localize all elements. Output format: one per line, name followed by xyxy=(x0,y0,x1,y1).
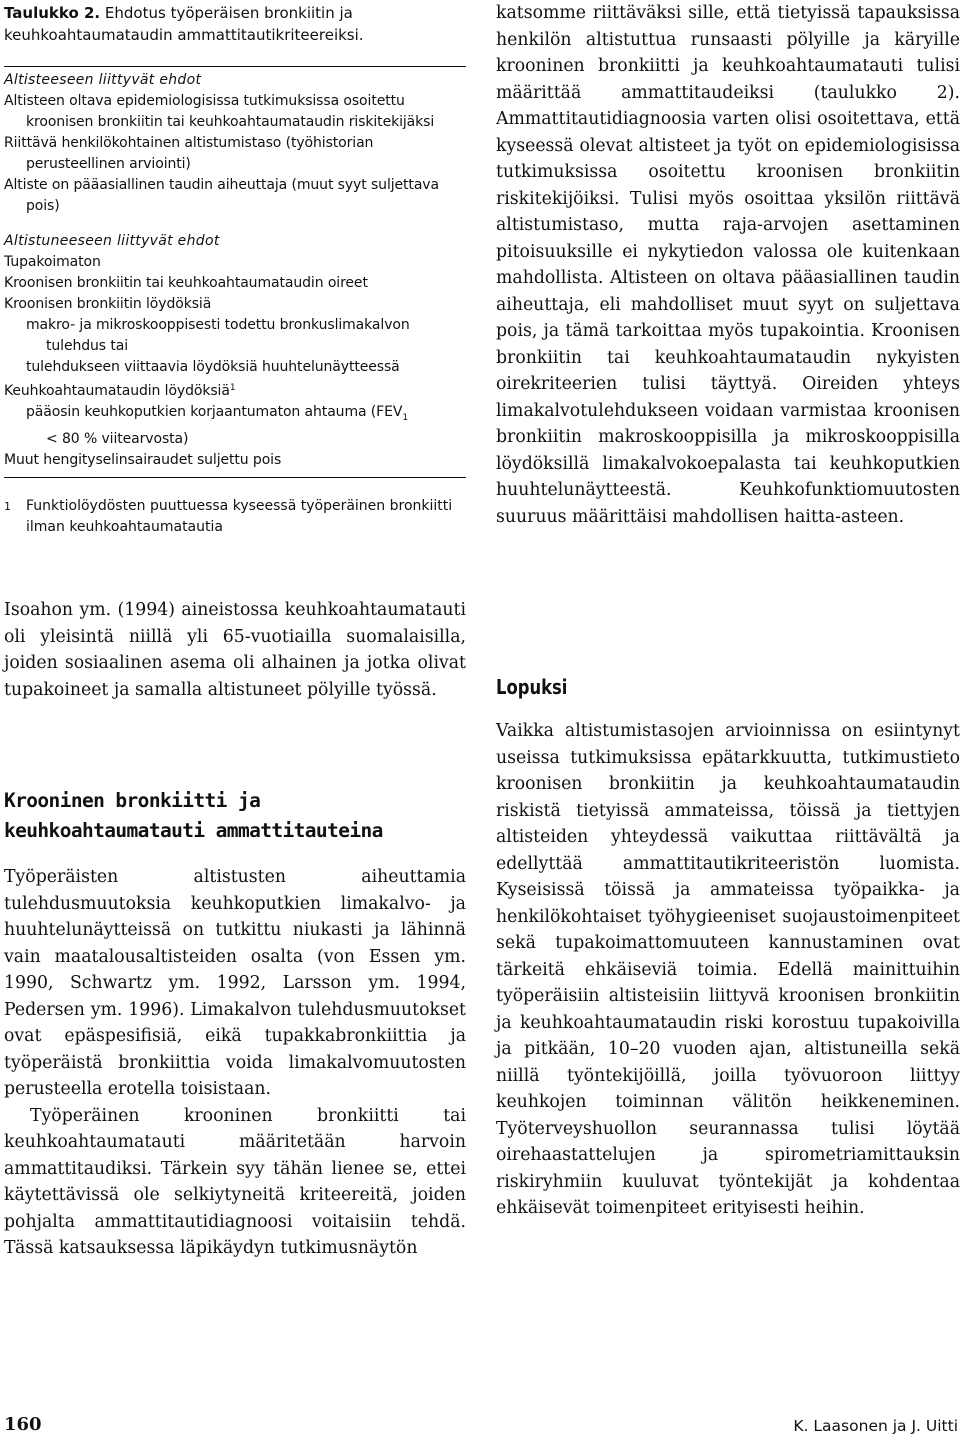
table-subitem xyxy=(4,402,466,429)
paragraph-text: Vaikka altistumistasojen arvioinnissa on esiintynyt useissa tutkimuksissa epätarkkuutta, tutkimustieto kroonisen bronkiitin ja keuhkoahtaumataudin riskistä tietyissä ammateissa, töissä ja tiettyjen altisteiden yhteydessä vaikuttaa riittävältä ja edellyttää ammattitautikriteeristön luomista. Kyseisissä töissä ja ammateissa työpaikka- ja henkilökohtaiset työhygieeniset suojaustoimenpiteet sekä tupakoimattomuuteen kannustaminen ovat tärkeitä ehkäiseviä toimia. Edellä mainittuihin työperäisiin altisteisiin liittyvä kroonisen bronkiitin ja keuhkoahtaumataudin riski korostuu tupakoivilla ja pitkään, 10–20 vuoden ajan, altistuneilla sekä niillä työntekijöillä, joilla työvuoroon liittyy keuhkojen toiminnan välitön heikkeneminen. Työterveyshuollon seurannassa tulisi löytää oirehaastattelujen ja spirometriamittauksin riskiryhmiin kuuluvat työntekijät ja kohdentaa ehkäisevät toimenpiteet erityisesti heihin. xyxy=(496,721,960,1218)
table-subitem: tulehdukseen viittaavia löydöksiä huuhtelunäytteessä xyxy=(26,359,400,375)
table-subitem: makro- ja mikroskooppisesti todettu bronkuslimakalvon tulehdus tai xyxy=(26,317,410,354)
table-caption-text: Ehdotus työperäisen bronkiitin ja keuhkoahtaumataudin ammattitautikriteereiksi. xyxy=(4,4,364,44)
table-item: Kroonisen bronkiitin löydöksiä xyxy=(4,296,212,312)
table-top-rule xyxy=(4,66,466,67)
table-section-heading-exposed: Altistuneeseen liittyvät ehdot xyxy=(4,233,220,249)
section-heading-conclusion: Lopuksi xyxy=(496,675,568,699)
paragraphs-occupational xyxy=(4,864,466,1262)
table-subitem-continuation: < 80 % viitearvosta) xyxy=(46,431,189,447)
table-item: Kroonisen bronkiitin tai keuhkoahtaumataudin oireet xyxy=(4,275,368,291)
running-footer-authors: K. Laasonen ja J. Uitti xyxy=(793,1417,958,1435)
page-number: 160 xyxy=(4,1414,42,1435)
left-column xyxy=(4,0,466,1258)
table-item: Tupakoimaton xyxy=(4,254,101,270)
paragraph-conclusion xyxy=(496,718,960,1222)
paragraph-isoahon xyxy=(4,597,466,703)
paragraph-text: Isoahon ym. (1994) aineistossa keuhkoahtaumatauti oli yleisintä niillä yli 65-vuotiailla suomalaisilla, joiden sosiaalinen asema oli alhainen ja jotka olivat tupakoineet ja samalla altistuneet pölyille työssä. xyxy=(4,600,466,700)
table-item: Altisteen oltava epidemiologisissa tutkimuksissa osoitettu kroonisen bronkiitin tai keuhkoahtaumataudin riskitekijäksi xyxy=(4,93,435,130)
section-heading-occupational xyxy=(4,786,466,846)
paragraph-text: Työperäinen krooninen bronkiitti tai keuhkoahtaumatauti määritetään harvoin ammattitaudiksi. Tärkein syy tähän lienee se, ettei käytettävissä ole selkiytyneitä kriteereitä, joiden pohjalta ammattitautidiagnoosi voitaisiin tehdä. Tässä katsauksessa läpikäydyn tutkimusnäytön xyxy=(4,1105,466,1258)
footnote-mark: 1 xyxy=(4,500,11,513)
criteria-table xyxy=(4,70,466,471)
paragraph-text: katsomme riittäväksi sille, että tietyissä tapauksissa henkilön altistuttua runsaasti pölyille ja käryille krooninen bronkiitti ja keuhkoahtaumatauti tulisi määrittää ammattitaudeiksi (taulukko 2). Ammattitautidiagnoosia varten olisi osoitettava, että kyseessä olevat altisteet ja työt on epidemiologisissa tutkimuksissa osoitettu kroonisen bronkiitin riskitekijöiksi. Tulisi myös osoittaa yksilön riittävä altistumistaso, mutta raja-arvojen asettaminen pitoisuuksille ei nykytiedon valossa ole kuitenkaan mahdollista. Altisteen on oltava pääasiallinen taudin aiheuttaja, eli mahdolliset muut syyt on suljettava pois, ja tämä tarkoittaa myös tupakointia. Kroonisen bronkiitin tai keuhkoahtaumataudin nykyisten oirekriteerien tulisi täyttyä. Oireiden yhteys limakalvotulehdukseen voidaan varmistaa kroonisen bronkiitin makroskooppisilla ja mikroskooppisilla löydöksillä limakalvokoepalasta tai keuhkoputkien huuhtelunäytteestä. Keuhkofunktiomuutosten suuruus määrittäisi mahdollisen haitta-asteen. xyxy=(496,3,960,527)
footnote-text: Funktiolöydösten puuttuessa kyseessä työperäinen bronkiitti ilman keuhkoahtaumatautia xyxy=(26,498,453,535)
paragraph-continuation xyxy=(496,0,960,530)
footnote-reference: 1 xyxy=(229,383,236,393)
table-bottom-rule xyxy=(4,477,466,478)
table-caption-label: Taulukko 2. xyxy=(4,4,101,22)
section-heading-line: Krooninen bronkiitti ja xyxy=(4,789,261,812)
paragraph-text: Työperäisten altistusten aiheuttamia tulehdusmuutoksia keuhkoputkien limakalvo- ja huuhtelunäytteissä on tutkittu niukasti ja lähinnä vain maatalousaltisteiden osalta (von Essen ym. 1990, Schwartz ym. 1992, Larsson ym. 1994, Pedersen ym. 1996). Limakalvon tulehdusmuutokset ovat epäspesifisiä, eikä tupakkabronkiittia ja työperäistä bronkiittia voida limakalvomuutosten perusteella erotella toisistaan. xyxy=(4,867,466,1099)
fev-subscript: 1 xyxy=(402,413,408,423)
table-item-text: Keuhkoahtaumataudin löydöksiä xyxy=(4,383,230,399)
table-item xyxy=(4,378,466,402)
table-item: Altiste on pääasiallinen taudin aiheuttaja (muut syyt suljettava pois) xyxy=(4,177,439,214)
table-footnote xyxy=(4,496,466,538)
table-subitem-text: pääosin keuhkoputkien korjaantumaton ahtauma (FEV xyxy=(26,404,403,420)
table-item: Riittävä henkilökohtainen altistumistaso (työhistorian perusteellinen arviointi) xyxy=(4,135,374,172)
table-item: Muut hengityselinsairaudet suljettu pois xyxy=(4,452,282,468)
table-caption xyxy=(4,2,466,46)
section-heading-line: keuhkoahtaumatauti ammattitauteina xyxy=(4,819,383,842)
table-section-heading-exposure: Altisteeseen liittyvät ehdot xyxy=(4,72,202,88)
